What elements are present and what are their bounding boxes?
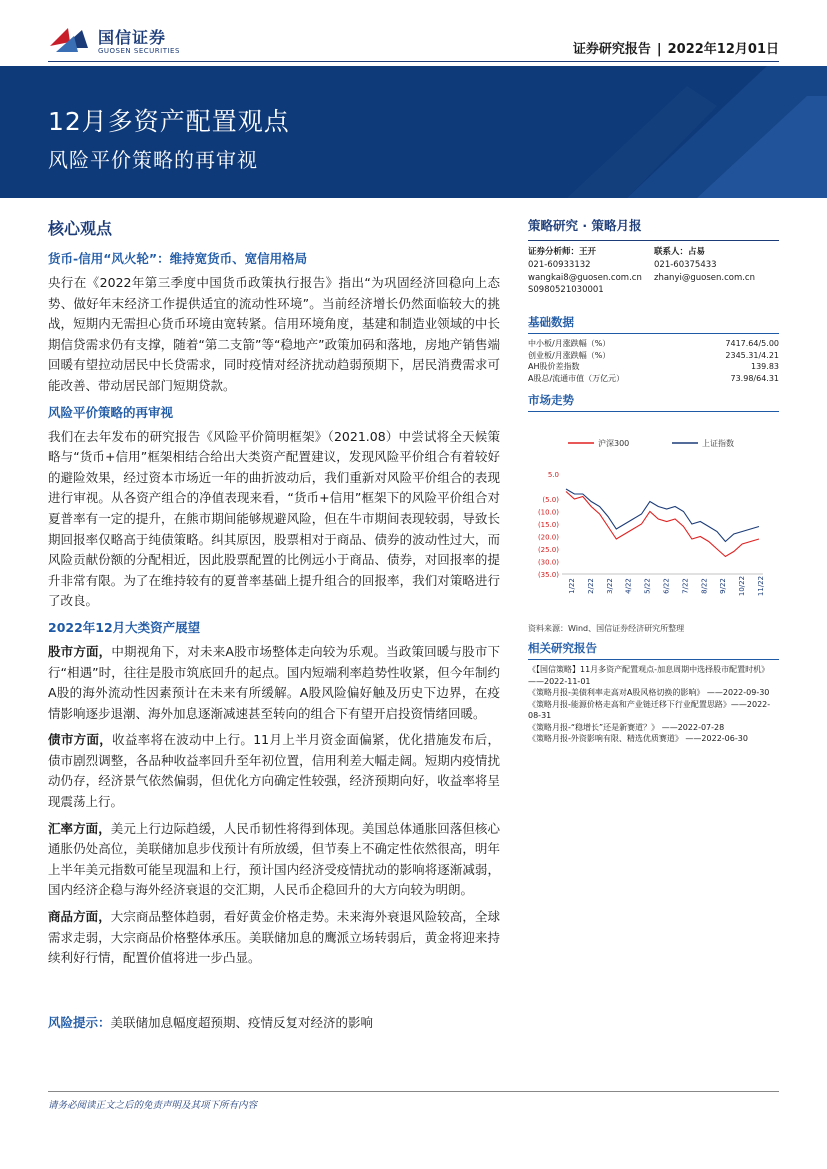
y-tick-label: (25.0): [537, 546, 559, 555]
related-report-link[interactable]: 《策略月报-美债利率走高对A股风格切换的影响》 ——2022-09-30: [528, 688, 770, 698]
basic-data-row: 创业板/月涨跌幅（%） 2345.31/4.21: [528, 350, 779, 360]
contacts: [528, 246, 779, 310]
analyst-info: [528, 246, 642, 297]
risk-warning: [48, 1013, 373, 1031]
x-tick-label: 7/22: [681, 578, 690, 595]
section-heading-outlook: 2022年12月大类资产展望: [48, 619, 201, 635]
basic-data-table: [528, 338, 779, 384]
related-report-link[interactable]: 《策略月报-能源价格走高和产业链迁移下行业配置思路》——2022-08-31: [528, 699, 771, 721]
logo-mark-icon: [48, 24, 90, 54]
title-banner: [0, 66, 827, 198]
basic-data-title: 基础数据: [528, 315, 574, 329]
series-line: [566, 492, 759, 557]
market-trend-divider: [528, 411, 779, 412]
analyst-email[interactable]: wangkai8@guosen.com.cn: [528, 272, 642, 283]
logo-text-cn: 国信证券: [98, 28, 167, 47]
header-divider: [48, 61, 779, 62]
x-tick-label: 8/22: [700, 578, 709, 595]
legend-label: 上证指数: [702, 439, 734, 449]
related-report-link[interactable]: 《策略月报-“稳增长”还是新赛道？》 ——2022-07-28: [528, 722, 725, 732]
section-heading-monetary: 货币-信用“风火轮”：维持宽货币、宽信用格局: [48, 251, 308, 266]
analyst-cert: S0980521030001: [528, 285, 604, 296]
x-tick-label: 10/22: [738, 576, 747, 597]
series-line: [566, 489, 759, 542]
analyst-name: 证券分析师：王开: [528, 247, 597, 257]
report-title: 12月多资产配置观点: [48, 107, 290, 136]
contact-info: [654, 246, 755, 284]
paragraph-commodity: 商品方面，大宗商品整体趋弱，看好黄金价格走势。未来海外衰退风险较高，全球需求走弱，大宗商品价格整体承压。美联储加息的鹰派立场转弱后，黄金将迎来持续利好行情，配置价值将进一步凸显。: [48, 909, 500, 966]
y-tick-label: (10.0): [537, 508, 559, 517]
guosen-logo: [48, 22, 198, 62]
contact-name: 联系人：占易: [654, 247, 706, 257]
paragraph: 央行在《2022年第三季度中国货币政策执行报告》指出“为巩固经济回稳向上态势、做好年末经济工作提供适宜的流动性环境”。当前经济增长仍然面临较大的挑战，短期内无需担心货币环境由宽转紧。信用环境角度，基建和制造业领域的中长期信贷需求仍有支撑，随着“第二支箭”等“稳地产”政策加码和落地，房地产销售端回暖有望拉动居民中长贷需求，同时疫情对经济扰动趋弱预期下，居民消费需求可能改善、带动居民部门短期贷款。: [48, 275, 500, 393]
basic-data-row: A股总/流通市值（万亿元） 73.98/64.31: [528, 373, 779, 383]
market-chart-svg: [528, 416, 779, 621]
footer-divider: [48, 1091, 779, 1092]
core-views-title: 核心观点: [48, 219, 113, 238]
x-tick-label: 3/22: [605, 578, 614, 595]
report-type: 证券研究报告: [572, 42, 651, 57]
paragraph-bond: 债市方面，收益率将在波动中上行。11月上半月资金面偏紧，优化措施发布后，债市剧烈调整，各品种收益率回升至年初位置，信用利差大幅走阔。短期内疫情扰动仍存，经济景气依然偏弱，但优化方向确定性较强，经济预期向好，收益率将呈现震荡上行。: [48, 732, 500, 810]
basic-data-divider: [528, 333, 779, 334]
contact-email[interactable]: zhanyi@guosen.com.cn: [654, 272, 755, 283]
report-meta: [573, 38, 779, 57]
basic-data-row: 中小板/月涨跌幅（%） 7417.64/5.00: [528, 339, 779, 348]
report-date: 2022年12月01日: [667, 42, 779, 57]
y-tick-label: (35.0): [537, 571, 559, 580]
sidebar-divider: [528, 240, 779, 241]
y-tick-label: (5.0): [542, 496, 559, 505]
x-tick-label: 5/22: [643, 578, 652, 595]
section-heading-risk-parity: 风险平价策略的再审视: [48, 404, 174, 420]
market-trend-chart: [528, 416, 779, 621]
y-tick-label: (30.0): [537, 558, 559, 567]
y-tick-label: (20.0): [537, 533, 559, 542]
x-tick-label: 1/22: [568, 578, 576, 595]
related-report-link[interactable]: 《【国信策略】11月多资产配置观点-加息周期中选择股市配置时机》 ——2022-11-01: [528, 665, 770, 686]
market-trend-title: 市场走势: [528, 393, 574, 408]
logo-text-en: GUOSEN SECURITIES: [98, 47, 180, 55]
x-tick-label: 6/22: [662, 578, 671, 595]
related-reports-divider: [528, 659, 779, 660]
chart-source: 资料来源：Wind、国信证券经济研究所整理: [528, 624, 685, 634]
meta-separator: |: [656, 42, 662, 57]
analyst-phone: 021-60933132: [528, 259, 591, 270]
report-subtitle: 风险平价策略的再审视: [48, 148, 258, 172]
footer-disclaimer: 请务必阅读正文之后的免责声明及其项下所有内容: [48, 1100, 258, 1111]
contact-phone: 021-60375433: [654, 259, 717, 270]
risk-text: 美联储加息幅度超预期、疫情反复对经济的影响: [110, 1015, 374, 1030]
y-tick-label: (15.0): [537, 521, 559, 530]
sidebar: [528, 216, 779, 745]
related-reports-title: 相关研究报告: [528, 641, 597, 656]
related-reports-list: [528, 664, 779, 745]
sidebar-title: 策略研究 · 策略月报: [528, 218, 642, 233]
x-tick-label: 4/22: [624, 578, 633, 595]
x-tick-label: 11/22: [757, 576, 765, 597]
x-tick-label: 2/22: [586, 578, 595, 595]
core-views: [48, 216, 500, 975]
paragraph-fx: 汇率方面，美元上行边际趋缓，人民币韧性将得到体现。美国总体通胀回落但核心通胀仍处高位，美联储加息步伐预计有所放缓，但节奏上不确定性依然很高，明年上半年美元指数可能呈现温和上行，预计国内经济受疫情扰动的影响将逐渐减弱，国内经济企稳与海外经济衰退的交汇期，人民币企稳回升的大方向较为明朗。: [48, 820, 500, 898]
risk-label: 风险提示：: [48, 1015, 111, 1030]
banner-decoration-icon: [507, 66, 827, 198]
legend-label: 沪深300: [598, 439, 630, 449]
basic-data-row: AH股价差指数 139.83: [528, 362, 779, 372]
x-tick-label: 9/22: [719, 578, 728, 595]
related-report-link[interactable]: 《策略月报-外资影响有限、精选优质赛道》 ——2022-06-30: [528, 734, 748, 744]
paragraph: 我们在去年发布的研究报告《风险平价简明框架》（2021.08）中尝试将全天候策略与“货币+信用”框架相结合给出大类资产配置建议，发现风险平价组合有着较好的避险效果，经过资本市场近一年的曲折波动后，我们重新对风险平价组合的表现进行审视。从各资产组合的净值表现来看，“货币+信用”框架下的风险平价组合对夏普率有一定的提升，在熊市期间能够规避风险，但在牛市期间表现较弱，导致长期回报率仅略高于纯债策略。纠其原因，股票相对于商品、债券的波动性过大，而风险贡献份额的分配相近，因此股票配置的比例远小于商品、债券，对回报率的提升非常有限。为了在维持较有的夏普率基础上提升组合的回报率，我们对策略进行了改良。: [48, 428, 500, 609]
y-tick-label: 5.0: [547, 471, 559, 480]
paragraph-equity: 股市方面，中期视角下，对未来A股市场整体走向较为乐观。当政策回暖与股市下行“相遇”时，往往是股市筑底回升的起点。国内短端利率趋势性收紧，但今年制约A股的海外流动性因素预计在未来有所缓解。A股风险偏好触及历史下边界，在疫情影响逐步退潮、海外加息逐渐减速甚至转向的组合下有望开启投资情绪回暖。: [48, 643, 500, 721]
